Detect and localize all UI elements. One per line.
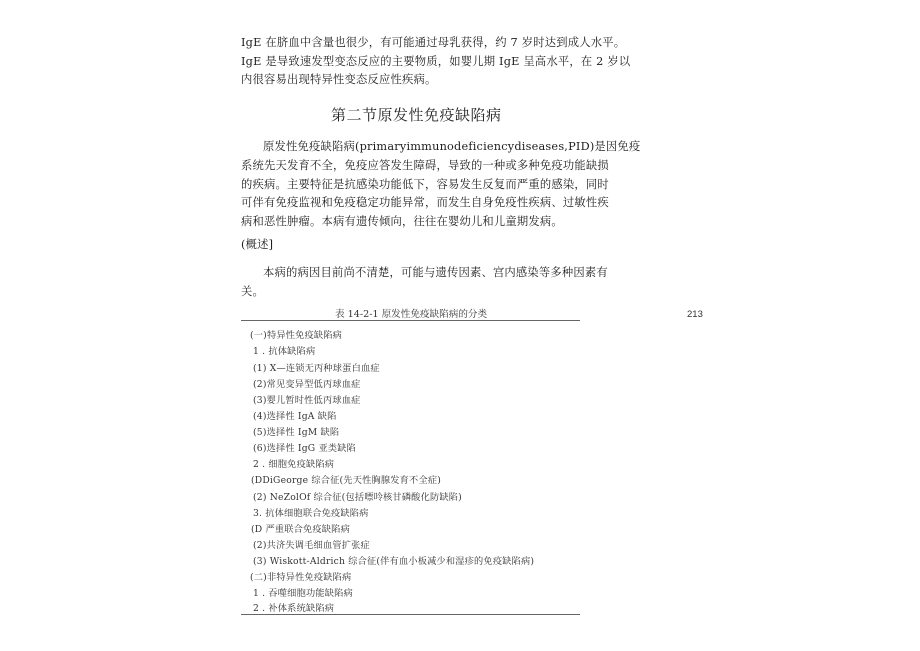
table-row: (4)选择性 IgA 缺陷 (253, 411, 337, 422)
table-row: 1 . 吞噬细胞功能缺陷病 (253, 588, 353, 599)
table-row: (二)非特异性免疫缺陷病 (250, 572, 352, 583)
table-row: 3. 抗体细胞联合免疫缺陷病 (253, 508, 369, 519)
definition-line: 的疾病。主要特征是抗感染功能低下，容易发生反复而严重的感染，同时 (241, 178, 609, 191)
intro-line: IgE 在脐血中含量也很少，有可能通过母乳获得，约 7 岁时达到成人水平。 (241, 36, 626, 49)
intro-line: 内很容易出现特异性变态反应性疾病。 (241, 73, 437, 86)
definition-line: 可伴有免疫监视和免疫稳定功能异常，而发生自身免疫性疾病、过敏性疾 (241, 196, 609, 209)
table-top-rule (241, 320, 580, 321)
etiology-line: 本病的病因目前尚不清楚，可能与遗传因素、宫内感染等多种因素有 (263, 266, 608, 279)
table-row: (2)共济失调毛细血管扩张症 (253, 540, 370, 551)
table-row: (2)常见变异型低丙球血症 (253, 379, 361, 390)
definition-line: 病和恶性肿瘤。本病有遗传倾向，往往在婴幼儿和儿童期发病。 (241, 215, 563, 228)
table-row: 1 . 抗体缺陷病 (253, 346, 316, 357)
intro-line: IgE 是导致速发型变态反应的主要物质，如婴儿期 IgE 呈高水平，在 2 岁以 (241, 55, 631, 68)
table-row: (DDiGeorge 综合征(先天性胸腺发育不全症) (251, 475, 441, 486)
page-number: 213 (687, 309, 703, 320)
table-row: (3)婴儿暂时性低丙球血症 (253, 395, 361, 406)
table-row: (1) X—连锁无丙种球蛋白血症 (253, 363, 380, 374)
table-row: (2) NeZolOf 综合征(包括嘌呤核甘磷酸化防缺陷) (253, 492, 462, 503)
etiology-line: 关。 (241, 285, 264, 298)
table-row: (一)特异性免疫缺陷病 (250, 330, 343, 341)
definition-line: 原发性免疫缺陷病(primaryimmunodeficiencydiseases,PID)是因免疫 (263, 140, 641, 153)
table-row: (5)选择性 IgM 缺陷 (253, 427, 340, 438)
table-caption: 表 14-2-1 原发性免疫缺陷病的分类 (335, 309, 488, 320)
table-row: 2 . 细胞免疫缺陷病 (253, 459, 335, 470)
section-title: 第二节原发性免疫缺陷病 (331, 106, 502, 124)
table-row: (6)选择性 IgG 亚类缺陷 (253, 443, 357, 454)
table-row: (D 严重联合免疫缺陷病 (251, 524, 350, 535)
definition-line: 系统先天发育不全，免疫应答发生障碍，导致的一种或多种免疫功能缺损 (241, 159, 609, 172)
table-row: (3) Wiskott-Aldrich 综合征(伴有血小板减少和湿疹的免疫缺陷病) (253, 556, 535, 567)
table-row: 2 . 补体系统缺陷病 (253, 603, 335, 614)
overview-label: (概述] (241, 238, 274, 251)
table-bottom-rule (241, 614, 580, 615)
